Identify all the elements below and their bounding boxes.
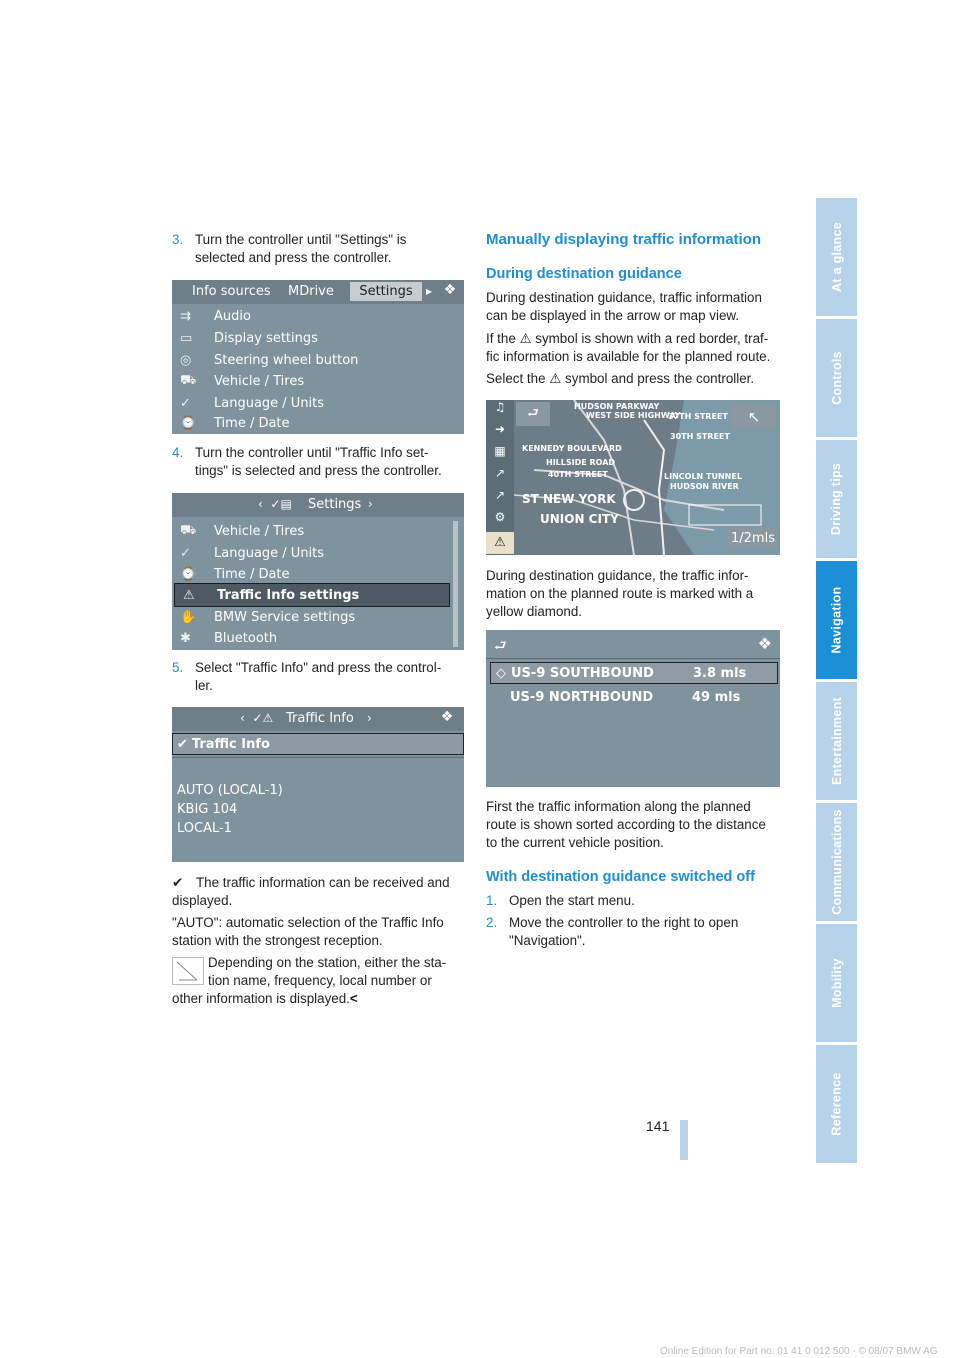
tab-info-sources[interactable]: Info sources	[192, 284, 271, 299]
controller-icon: ❖	[757, 634, 772, 653]
menu-item-language-units[interactable]: ✓ Language / Units	[180, 396, 325, 411]
controller-icon: ❖	[443, 282, 457, 298]
language-icon: ✓	[180, 546, 191, 561]
warning-icon: ⚠	[549, 371, 562, 386]
heading-during: During destination guidance	[486, 266, 682, 282]
traffic-info-checkbox[interactable]: ✔ Traffic Info	[172, 733, 464, 755]
tab-mobility[interactable]: Mobility	[816, 924, 857, 1042]
map-screen: ♫ ➜ ▦ ↗ ↗ ⚙ ⚠ ⮐ HUDSON PARKWAY WEST SIDE HIGHWAY KENNEDY BOULEVARD HILLSIDE ROAD 40TH STREET LINCOLN TUNNEL HUDSON RIVER ST NEW YORK UNION CITY 37TH STREET 30TH STREET ↖ 1/2mls	[486, 400, 780, 555]
traffic-warning-icon[interactable]: ⚠	[486, 532, 514, 554]
display-icon: ▭	[180, 331, 193, 346]
page-number: 141	[646, 1118, 670, 1134]
ifthe-paragraph: If the ⚠ symbol is shown with a red border, traf- fic information is available for the planned route.	[486, 331, 771, 364]
audio-icon: ⇉	[180, 309, 191, 324]
map-view-icon[interactable]: ▦	[494, 444, 506, 458]
warning-icon: ⚠	[519, 331, 532, 346]
tab-controls[interactable]: Controls	[816, 319, 857, 437]
station-list	[177, 781, 283, 838]
clock-icon: ⌚	[180, 416, 197, 431]
controller-icon: ❖	[440, 709, 454, 725]
menu-item-time-date[interactable]: ⌚ Time / Date	[180, 567, 290, 582]
diamond-icon: ◇	[496, 665, 506, 681]
marked-paragraph: During destination guidance, the traffic infor- mation on the planned route is marked with a yellow diamond.	[486, 568, 754, 619]
station-item[interactable]: AUTO (LOCAL-1)	[177, 783, 283, 798]
tab-reference[interactable]: Reference	[816, 1045, 857, 1163]
menu-item-audio[interactable]: ⇉ Audio	[180, 309, 251, 324]
select-paragraph: Select the ⚠ symbol and press the controller.	[486, 371, 755, 386]
received-paragraph: ✔ The traffic information can be received and displayed.	[172, 875, 450, 908]
menu-item-vehicle-tires[interactable]: ⛟ Vehicle / Tires	[180, 373, 305, 389]
warning-icon: ⚠	[183, 587, 195, 603]
arrow-icon[interactable]: ↗	[494, 488, 506, 502]
chapter-tabs	[816, 198, 857, 1166]
step-4: 4. Turn the controller until "Traffic Info set- tings" is selected and press the controller.	[172, 445, 442, 478]
step-1: 1. Open the start menu.	[486, 893, 635, 908]
step-5: 5. Select "Traffic Info" and press the control- ler.	[172, 660, 442, 693]
menu-item-vehicle-tires[interactable]: ⛟ Vehicle / Tires	[180, 523, 305, 539]
settings-menu-screen	[172, 280, 464, 434]
volume-icon[interactable]: ♫	[494, 400, 506, 414]
back-icon[interactable]: ⮐	[516, 402, 550, 426]
traffic-row-selected[interactable]: ◇ US-9 SOUTHBOUND 3.8 mls	[490, 662, 778, 684]
screen-title: Settings	[308, 497, 362, 512]
map-toolbar	[486, 400, 514, 555]
menu-item-language-units[interactable]: ✓ Language / Units	[180, 546, 325, 561]
tab-entertainment[interactable]: Entertainment	[816, 682, 857, 800]
clock-icon: ⌚	[180, 567, 197, 582]
menu-item-steering-wheel[interactable]: ◎ Steering wheel button	[180, 353, 359, 368]
footer-edition: Online Edition for Part no. 01 41 0 012 500 - © 08/07 BMW AG	[660, 1346, 938, 1357]
tab-navigation[interactable]: Navigation	[816, 561, 857, 679]
note-paragraph: Depending on the station, either the sta- tion name, frequency, local number or other information is displayed.<	[172, 955, 447, 1006]
check-icon: ✔	[172, 875, 184, 890]
menu-item-display-settings[interactable]: ▭ Display settings	[180, 331, 318, 346]
tab-communications[interactable]: Communications	[816, 803, 857, 921]
service-icon: ✋	[180, 610, 197, 625]
tab-settings[interactable]: Settings	[350, 282, 422, 301]
auto-paragraph: "AUTO": automatic selection of the Traffic Info station with the strongest reception.	[172, 915, 444, 948]
menu-item-traffic-info-settings[interactable]: ⚠ Traffic Info settings	[174, 583, 450, 607]
back-icon[interactable]: ⮐	[494, 638, 507, 654]
arrow-right-icon[interactable]: ▸	[426, 284, 433, 298]
route-icon[interactable]: ↗	[494, 466, 506, 480]
menu-item-time-date[interactable]: ⌚ Time / Date	[180, 416, 290, 431]
traffic-list-screen	[486, 630, 780, 787]
menu-item-bmw-service[interactable]: ✋ BMW Service settings	[180, 610, 356, 625]
station-item[interactable]: LOCAL-1	[177, 821, 232, 836]
arrow-view-icon[interactable]: ➜	[494, 422, 506, 436]
north-arrow-icon[interactable]: ↖	[732, 404, 776, 430]
vehicle-icon: ⛟	[180, 373, 197, 388]
traffic-info-screen: ‹ ✓⚠ Traffic Info › ❖ ✔ Traffic Info AUTO (LOCAL-1) KBIG 104 LOCAL-1	[172, 707, 464, 862]
heading-manual: Manually displaying traffic information	[486, 231, 762, 248]
tab-at-a-glance[interactable]: At a glance	[816, 198, 857, 316]
menu-item-bluetooth[interactable]: ✱ Bluetooth	[180, 631, 278, 646]
step-3: 3. Turn the controller until "Settings" is selected and press the controller.	[172, 232, 407, 265]
check-icon: ✔	[177, 736, 188, 752]
tab-mdrive[interactable]: MDrive	[288, 284, 334, 299]
traffic-row[interactable]: US-9 NORTHBOUND 49 mls	[510, 689, 741, 705]
vehicle-icon: ⛟	[180, 523, 197, 538]
settings-icon[interactable]: ⚙	[494, 510, 506, 524]
scrollbar[interactable]	[453, 521, 458, 647]
during-paragraph: During destination guidance, traffic information can be displayed in the arrow or map view.	[486, 290, 762, 323]
bluetooth-icon: ✱	[180, 631, 191, 646]
heading-guidance-off: With destination guidance switched off	[486, 869, 755, 885]
station-item[interactable]: KBIG 104	[177, 802, 238, 817]
first-paragraph: First the traffic information along the planned route is shown sorted according to the distance to the current vehicle position.	[486, 799, 766, 850]
step-2: 2. Move the controller to the right to open "Navigation".	[486, 915, 739, 948]
steering-wheel-icon: ◎	[180, 353, 192, 368]
language-icon: ✓	[180, 396, 191, 411]
map-scale[interactable]: 1/2mls	[728, 528, 778, 550]
settings-list-screen: ‹ ✓▤ Settings › ⛟ Vehicle / Tires ✓ Language / Units ⌚ Time / Date ⚠ Traffic Info settings ✋ BMW Service settings ✱ Bluetooth	[172, 493, 464, 650]
tab-driving-tips[interactable]: Driving tips	[816, 440, 857, 558]
page-marker	[680, 1120, 688, 1160]
screen-title: Traffic Info	[286, 711, 354, 726]
